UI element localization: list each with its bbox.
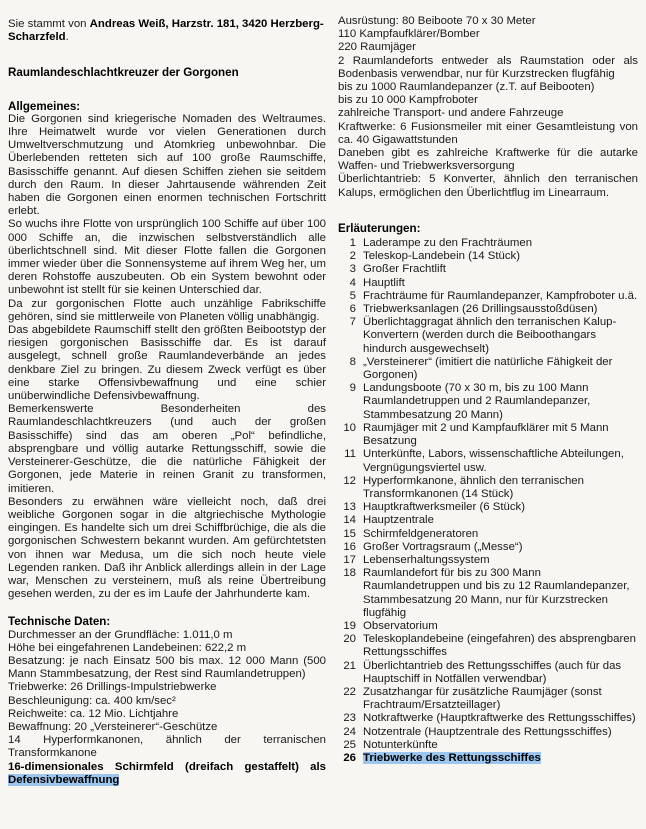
legend-item-number: 14	[343, 514, 356, 527]
legend-item-number: 1	[349, 237, 356, 250]
legend-item-number: 9	[349, 382, 356, 395]
legend-item	[338, 567, 638, 620]
intro-prefix: Sie stammt von	[8, 18, 87, 30]
general-text-block	[8, 113, 326, 602]
legend-item	[338, 356, 638, 382]
legend-item-text: Frachträume für Raumlandepanzer, Kampfroboter u.ä.	[363, 289, 638, 302]
legend-item	[338, 686, 638, 712]
legend-item-text: Hauptlift	[363, 276, 405, 289]
equipment-line: zahlreiche Transport- und andere Fahrzeuge	[338, 107, 564, 120]
tech-data-line	[8, 761, 326, 787]
technische-daten-heading: Technische Daten:	[8, 615, 111, 629]
legend-item-text: Hauptzentrale	[363, 514, 434, 527]
legend-item	[338, 752, 638, 765]
legend-item-number: 3	[349, 263, 356, 276]
legend-item-number: 15	[343, 527, 356, 540]
legend-item	[338, 514, 638, 527]
legend-item-number: 23	[343, 712, 356, 725]
legend-item	[338, 422, 638, 448]
paragraph: Besonders zu erwähnen wäre vielleicht noch, daß drei weibliche Gorgonen sogar in die altgriechische Mythologie eingingen. Es handelte sich um drei Schiffbrüchige, die als die gorgonischen Schwestern bekannt wurden. Am gefürchtetsten von ihnen war Medusa, um die sich noch heute viele Legenden ranken. Daß ihr Anblick allerdings allein in der Lage war, Menschen zu versteinern, muß als reine Übertreibung gesehen werden, zu der es im Laufe der Jahrhunderte kam.	[8, 495, 326, 601]
legend-item	[338, 316, 638, 356]
legend-item	[338, 277, 638, 290]
equipment-line: bis zu 1000 Raumlandepanzer (z.T. auf Beibooten)	[338, 81, 595, 94]
legend-item	[338, 633, 638, 659]
legend-item-text: Hyperformkanone, ähnlich den terranischen Transformkanonen (14 Stück)	[363, 474, 584, 500]
tech-data-line: 14 Hyperformkanonen, ähnlich der terranischen Transformkanone	[8, 734, 326, 760]
legend-item-text: Hauptkraftwerksmeiler (6 Stück)	[363, 501, 526, 514]
intro-period: .	[65, 31, 69, 44]
legend-item-text: Zusatzhangar für zusätzliche Raumjäger (sonst Frachtraum/Ersatzteillager)	[363, 685, 602, 712]
legend-item-text: Triebwerksanlagen (26 Drillingsausstoßdüsen)	[363, 303, 598, 316]
legend-item	[338, 541, 638, 554]
legend-item-number: 2	[349, 250, 356, 263]
legend-item	[338, 303, 638, 316]
paragraph: Das abgebildete Raumschiff stellt den größten Beibootstyp der riesigen gorgonischen Basisschiffe dar. Es ist darauf ausgelegt, schnell große Raumlandeverbände an jedes denkbare Ziel zu bringen. Zu diesem Zweck verfügt es über eine starke Offensivbewaffnung und eine schier unüberwindliche Defensivbewaffnung.	[8, 324, 326, 403]
legend-item-number: 10	[343, 421, 356, 434]
tech-data-line: Triebwerke: 26 Drillings-Impulstriebwerke	[8, 681, 217, 694]
equipment-line: 2 Raumlandeforts entweder als Raumstation oder als Bodenbasis verwendbar, nur für Kurzstrecken flugfähig	[338, 54, 638, 80]
intro-paragraph	[8, 18, 326, 44]
legend-item-text: Überlichtantrieb des Rettungsschiffes (auch für das Hauptschiff in Notfällen verwendbar)	[363, 659, 622, 685]
legend-item-text: Teleskoplandebeine (eingefahren) des absprengbaren Rettungsschiffes	[363, 633, 636, 659]
legend-item-text: Notzentrale (Hauptzentrale des Rettungsschiffes)	[363, 725, 612, 738]
legend-item-number: 11	[344, 448, 356, 461]
legend-item-number: 21	[343, 659, 356, 672]
legend-item-text: Observatorium	[363, 619, 438, 632]
legend-item	[338, 382, 638, 422]
tech-data-line: Beschleunigung: ca. 400 km/sec²	[8, 694, 176, 707]
legend-item	[338, 726, 638, 739]
legend-item	[338, 250, 638, 263]
legend-item-number: 20	[343, 633, 356, 646]
tech-data-line: Durchmesser an der Grundfläche: 1.011,0 m	[8, 628, 233, 641]
legend-list	[338, 237, 638, 765]
legend-item	[338, 501, 638, 514]
allgemeines-heading: Allgemeines:	[8, 99, 81, 113]
legend-item	[338, 263, 638, 276]
tech-data-line: Reichweite: ca. 12 Mio. Lichtjahre	[8, 707, 179, 720]
equipment-line: Ausrüstung: 80 Beiboote 70 x 30 Meter	[338, 15, 536, 27]
legend-item-number: 6	[349, 303, 356, 316]
paragraph: Bemerkenswerte Besonderheiten des Raumlandeschlachtkreuzers (und auch der großen Basisschiffe) sind das am oberen „Pol“ befindliche, absprengbare und völlig autarke Rettungsschiff, sowie die Versteinerer-Geschütze, die die natürliche Fähigkeit der Gorgonen, jede Materie in reinen Granit zu transformen, imitieren.	[8, 403, 326, 495]
legend-item-number: 4	[349, 276, 356, 289]
legend-item	[338, 712, 638, 725]
legend-item-text: „Versteinerer“ (imitiert die natürliche Fähigkeit der Gorgonen)	[363, 355, 613, 382]
legend-item-text: Großer Vortragsraum („Messe“)	[363, 540, 523, 553]
legend-item-text: Raumjäger mit 2 und Kampfaufklärer mit 5 Mann Besatzung	[363, 421, 609, 448]
legend-item-number: 16	[343, 540, 356, 553]
legend-item	[338, 290, 638, 303]
legend-item-text: Großer Frachtlift	[363, 263, 446, 276]
equipment-line: 110 Kampfaufklärer/Bomber	[338, 28, 480, 41]
legend-item-number: 17	[343, 553, 356, 566]
legend-item-text: Notunterkünfte	[363, 738, 438, 751]
legend-item-text: Notkraftwerke (Hauptkraftwerke des Rettungsschiffes)	[363, 712, 636, 725]
legend-item-number: 13	[343, 501, 356, 514]
legend-item-text: Teleskop-Landebein (14 Stück)	[363, 250, 521, 263]
legend-item-text	[363, 752, 638, 765]
highlighted-text: Defensivbewaffnung	[8, 773, 120, 786]
page-title: Raumlandeschlachtkreuzer der Gorgonen	[8, 66, 239, 80]
left-column	[8, 15, 326, 787]
legend-item-number: 7	[349, 316, 356, 329]
legend-item-number: 8	[349, 355, 356, 368]
legend-item	[338, 739, 638, 752]
highlighted-text: Triebwerke des Rettungsschiffes	[363, 751, 541, 764]
legend-item	[338, 554, 638, 567]
equipment-line: 220 Raumjäger	[338, 41, 416, 54]
equipment-line: bis zu 10 000 Kampfroboter	[338, 94, 478, 107]
equipment-block	[338, 15, 638, 200]
tech-data-line: Höhe bei eingefahrenen Landebeinen: 622,2 m	[8, 641, 247, 654]
paragraph: Da zur gorgonischen Flotte auch unzählige Fabrikschiffe gehören, sind sie mittlerweile von Planeten völlig unabhängig.	[8, 297, 326, 323]
legend-item	[338, 528, 638, 541]
paragraph: Die Gorgonen sind kriegerische Nomaden des Weltraumes. Ihre Heimatwelt wurde vor vielen Generationen durch Umweltverschmutzung und Atomkrieg unbewohnbar. Die Überlebenden retteten sich auf 100 große Raumschiffe, Basisschiffe genannt. Auf diesen Schiffen ziehen sie seitdem durch den Raum. In dieser Jahrtausende währenden Zeit haben die Gorgonen einen enormen technischen Fortschritt erlebt.	[8, 112, 326, 218]
erlaeuterungen-heading: Erläuterungen:	[338, 221, 421, 235]
legend-item-text: Lebenserhaltungssystem	[363, 553, 490, 566]
legend-item-number: 12	[343, 474, 356, 487]
legend-item	[338, 475, 638, 501]
equipment-line: Daneben gibt es zahlreiche Kraftwerke für die autarke Waffen- und Triebwerksversorgung	[338, 147, 638, 173]
legend-item-text: Laderampe zu den Frachträumen	[363, 237, 533, 250]
legend-item-number: 25	[343, 738, 356, 751]
legend-item-number: 18	[343, 567, 356, 580]
legend-item	[338, 660, 638, 686]
legend-item-number: 19	[343, 619, 356, 632]
right-column	[338, 15, 638, 787]
legend-item	[338, 620, 638, 633]
technical-data-block	[8, 629, 326, 787]
legend-item-number: 26	[343, 751, 356, 764]
tech-line-text: 16-dimensionales Schirmfeld (dreifach gestaffelt) als	[8, 760, 326, 773]
legend-item-number: 5	[349, 289, 356, 302]
legend-item-text: Landungsboote (70 x 30 m, bis zu 100 Mann Raumlandetruppen und 2 Raumlandepanzer, Stammbesatzung 20 Mann)	[363, 382, 591, 421]
legend-item-text: Unterkünfte, Labors, wissenschaftliche Abteilungen, Vergnügungsviertel usw.	[363, 448, 624, 474]
legend-item-text: Schirmfeldgeneratoren	[363, 527, 479, 540]
tech-data-line: Besatzung: je nach Einsatz 500 bis max. 12 000 Mann (500 Mann Stammbesatzung, der Rest sind Raumlandetruppen)	[8, 654, 326, 681]
legend-item-number: 22	[343, 685, 356, 698]
legend-item	[338, 237, 638, 250]
intro-author-address: Andreas Weiß, Harzstr. 181, 3420 Herzberg-Scharzfeld	[8, 18, 324, 44]
paragraph: So wuchs ihre Flotte von ursprünglich 100 Schiffe auf über 100 000 Schiffe an, die inzwischen selbstverständlich alle überlichtschnell sind. Mit dieser Flotte fallen die Gorgonen immer wieder über die Sonnensysteme auf ihrem Weg her, um deren Rohstoffe auszubeuten. Ob ein System bewohnt oder unbewohnt ist stellt für sie keinen Unterschied dar.	[8, 218, 326, 297]
legend-item-text: Raumlandefort für bis zu 300 Mann Raumlandetruppen und bis zu 12 Raumlandepanzer, Stammbesatzung 20 Mann, nur für Kurzstrecken flugfähig	[363, 567, 630, 619]
tech-data-line: Bewaffnung: 20 „Versteinerer“-Geschütze	[8, 720, 218, 733]
equipment-line: Überlichtantrieb: 5 Konverter, ähnlich den terranischen Kalups, ermöglichen den Überlichtflug im Linearraum.	[338, 173, 638, 199]
equipment-line: Kraftwerke: 6 Fusionsmeiler mit einer Gesamtleistung von ca. 40 Gigawattstunden	[338, 120, 638, 146]
legend-item	[338, 448, 638, 474]
legend-item-text: Überlichtaggragat ähnlich den terranischen Kalup-Konvertern (werden durch die Beiboothangars hindurch ausgewechselt)	[363, 316, 617, 355]
legend-item-number: 24	[343, 725, 356, 738]
